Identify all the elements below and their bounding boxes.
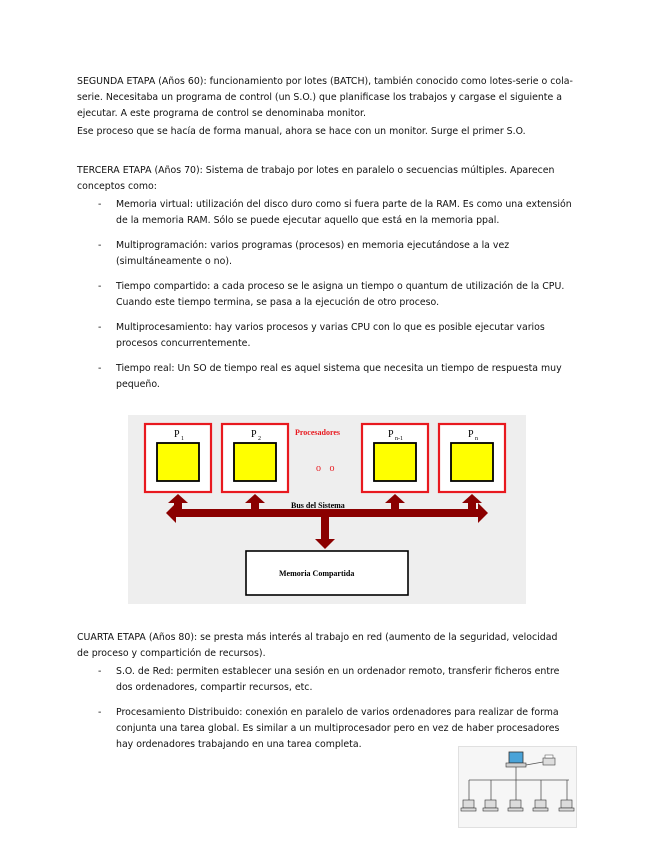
segunda-etapa-paragraph-2: Ese proceso que se hacía de forma manual, ahora se hace con un monitor. Surge el primer S.O.	[77, 126, 526, 137]
processor-box-p1	[145, 424, 211, 492]
bullet-dash: -	[98, 240, 102, 251]
text-line: de la memoria RAM. Sólo se puede ejecutar aquello que está en la memoria ppal.	[116, 215, 500, 226]
multiprocessor-diagram-svg	[128, 415, 526, 604]
workstation-icon	[508, 800, 523, 811]
processor-sub: n-1	[395, 436, 403, 442]
segunda-etapa-paragraph	[77, 74, 577, 122]
text-line: Multiprocesamiento: hay varios procesos y varias CPU con lo que es posible ejecutar varios	[116, 322, 545, 333]
workstation-icon	[461, 800, 476, 811]
multiprocessor-diagram	[128, 415, 526, 604]
text-line: serie. Necesitaba un programa de control (un S.O.) que planificase los trabajos y cargase el siguiente a	[77, 92, 562, 103]
text-line: dos ordenadores, compartir recursos, etc.	[116, 682, 313, 693]
bullet-dash: -	[98, 666, 102, 677]
text-line: pequeño.	[116, 379, 160, 390]
processor-sub: 1	[181, 436, 184, 442]
text-line: de proceso y compartición de recursos).	[77, 648, 266, 659]
server-computer-icon	[506, 752, 526, 767]
processor-box-pn-1	[362, 424, 428, 492]
text-line: S.O. de Red: permiten establecer una sesión en un ordenador remoto, transferir ficheros entre	[116, 666, 560, 677]
text-line: SEGUNDA ETAPA (Años 60): funcionamiento por lotes (BATCH), también conocido como lotes-serie o cola-	[77, 76, 573, 87]
procesadores-label: Procesadores	[295, 428, 341, 437]
workstation-icon	[483, 800, 498, 811]
workstation-icon	[533, 800, 548, 811]
text-line: Cuando este tiempo termina, se pasa a la ejecución de otro proceso.	[116, 297, 440, 308]
processor-sub: n	[475, 436, 478, 442]
processor-label: P	[251, 429, 257, 440]
tercera-etapa-paragraph	[77, 163, 577, 195]
text-line: Tiempo real: Un SO de tiempo real es aquel sistema que necesita un tiempo de respuesta muy	[116, 363, 562, 374]
bullet-dash: -	[98, 363, 102, 374]
network-illustration-svg	[459, 747, 576, 827]
text-line: TERCERA ETAPA (Años 70): Sistema de trabajo por lotes en paralelo o secuencias múltiples. Aparecen	[77, 165, 555, 176]
bullet-dash: -	[98, 199, 102, 210]
processor-label: P	[388, 429, 394, 440]
workstation-icon	[559, 800, 574, 811]
ellipsis-dots: o o	[316, 463, 338, 474]
cuarta-etapa-paragraph	[77, 630, 577, 662]
text-line: CUARTA ETAPA (Años 80): se presta más interés al trabajo en red (aumento de la seguridad, velocidad	[77, 632, 558, 643]
text-line: procesos concurrentemente.	[116, 338, 251, 349]
processor-box-p2	[222, 424, 288, 492]
text-line: Procesamiento Distribuido: conexión en paralelo de varios ordenadores para realizar de forma	[116, 707, 559, 718]
text-line: ejecutar. A este programa de control se denominaba monitor.	[77, 108, 366, 119]
text-line: Tiempo compartido: a cada proceso se le asigna un tiempo o quantum de utilización de la CPU.	[116, 281, 565, 292]
text-line: conceptos como:	[77, 181, 157, 192]
network-lines	[469, 762, 569, 800]
processor-box-pn	[439, 424, 505, 492]
processor-label: P	[468, 429, 474, 440]
network-illustration	[458, 746, 577, 828]
bullet-dash: -	[98, 707, 102, 718]
bus-label: Bus del Sistema	[291, 501, 345, 510]
processor-label: P	[174, 429, 180, 440]
text-line: conjunta una tarea global. Es similar a un multiprocesador pero en vez de haber procesadores	[116, 723, 560, 734]
bullet-dash: -	[98, 322, 102, 333]
bullet-dash: -	[98, 281, 102, 292]
text-line: Memoria virtual: utilización del disco duro como si fuera parte de la RAM. Es como una extensión	[116, 199, 572, 210]
text-line: hay ordenadores trabajando en una tarea completa.	[116, 739, 362, 750]
text-line: Multiprogramación: varios programas (procesos) en memoria ejecutándose a la vez	[116, 240, 510, 251]
text-line: (simultáneamente o no).	[116, 256, 232, 267]
processor-sub: 2	[258, 436, 261, 442]
memory-label: Memoria Compartida	[279, 569, 355, 578]
printer-icon	[543, 755, 555, 765]
